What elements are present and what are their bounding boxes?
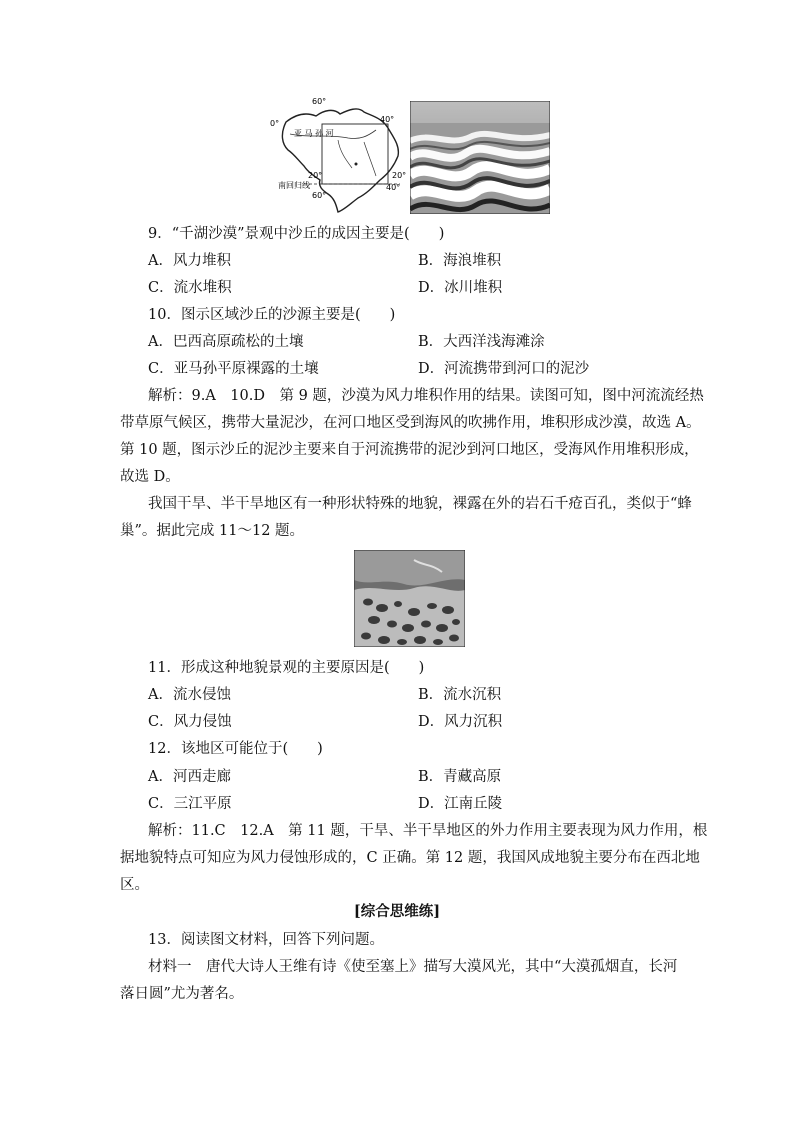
q9-option-a: A．风力堆积 (148, 253, 231, 269)
map-label-lat20-right: 20° (392, 171, 407, 180)
q13-stem: 13．阅读图文材料，回答下列问题。 (148, 932, 384, 948)
section-heading: [综合思维练] (353, 903, 441, 920)
q11-option-d: D．风力沉积 (418, 714, 503, 730)
q9-stem: 9．“千湖沙漠”景观中沙丘的成因主要是( ) (148, 226, 445, 242)
q11-option-c: C．风力侵蚀 (148, 714, 232, 730)
map-label-lat60-bottom: 60° (312, 191, 327, 200)
q12-option-d: D．江南丘陵 (418, 796, 503, 812)
q12-option-b: B．青藏高原 (418, 769, 502, 785)
map-label-lat20-left: 20° (308, 171, 323, 180)
map-label-tropic: 南回归线 (278, 181, 310, 190)
q12-option-c: C．三江平原 (148, 796, 232, 812)
q11-option-a: A．流水侵蚀 (148, 687, 231, 703)
explanation-1-line-1: 解析：9.A 10.D 第 9 题，沙漠为风力堆积作用的结果。读图可知，图中河流流经热 (148, 388, 704, 404)
explanation-1-line-2: 带草原气候区，携带大量泥沙，在河口地区受到海风的吹拂作用，堆积形成沙漠，故选 A。 (120, 415, 701, 431)
map-label-river: 亚 马 孙 河 (294, 129, 334, 138)
q12-stem: 12．该地区可能位于( ) (148, 741, 323, 757)
q10-option-a: A．巴西高原疏松的土壤 (148, 334, 304, 350)
q13-material-1-line-2: 落日圆”尤为著名。 (120, 986, 244, 1002)
q9-option-c: C．流水堆积 (148, 280, 232, 296)
explanation-2-line-2: 据地貌特点可知应为风力侵蚀形成的，C 正确。第 12 题，我国风成地貌主要分布在西北地 (120, 850, 700, 866)
q10-option-d: D．河流携带到河口的泥沙 (418, 361, 590, 377)
q10-stem: 10．图示区域沙丘的沙源主要是( ) (148, 307, 396, 323)
q12-option-a: A．河西走廊 (148, 769, 231, 785)
q10-option-c: C．亚马孙平原裸露的土壤 (148, 361, 319, 377)
q9-option-b: B．海浪堆积 (418, 253, 502, 269)
intro-line-1: 我国干旱、半干旱地区有一种形状特殊的地貌，裸露在外的岩石千疮百孔，类似于“蜂 (148, 496, 692, 512)
dunes-photo (410, 101, 550, 214)
explanation-2-line-1: 解析：11.C 12.A 第 11 题，干旱、半干旱地区的外力作用主要表现为风力作用，根 (148, 823, 708, 839)
explanation-1-line-3: 第 10 题，图示沙丘的泥沙主要来自于河流携带的泥沙到河口地区，受海风作用堆积形成， (120, 442, 699, 458)
q11-stem: 11．形成这种地貌景观的主要原因是( ) (148, 660, 425, 676)
explanation-2-line-3: 区。 (120, 877, 149, 893)
intro-line-2: 巢”。据此完成 11～12 题。 (120, 523, 305, 539)
map-label-lat60-top: 60° (312, 97, 327, 106)
map-label-lon40: 40° (380, 115, 395, 124)
q11-option-b: B．流水沉积 (418, 687, 502, 703)
q13-material-1-line-1: 材料一 唐代大诗人王维有诗《使至塞上》描写大漠风光，其中“大漠孤烟直，长河 (148, 959, 678, 975)
q9-option-d: D．冰川堆积 (418, 280, 503, 296)
map-label-lon0: 0° (270, 119, 280, 128)
q10-option-b: B．大西洋浅海滩涂 (418, 334, 545, 350)
brazil-map-figure (268, 94, 408, 216)
explanation-1-line-4: 故选 D。 (120, 469, 180, 485)
map-label-lon40-bottom: 40° (386, 183, 401, 192)
honeycomb-rock-photo (354, 550, 465, 647)
